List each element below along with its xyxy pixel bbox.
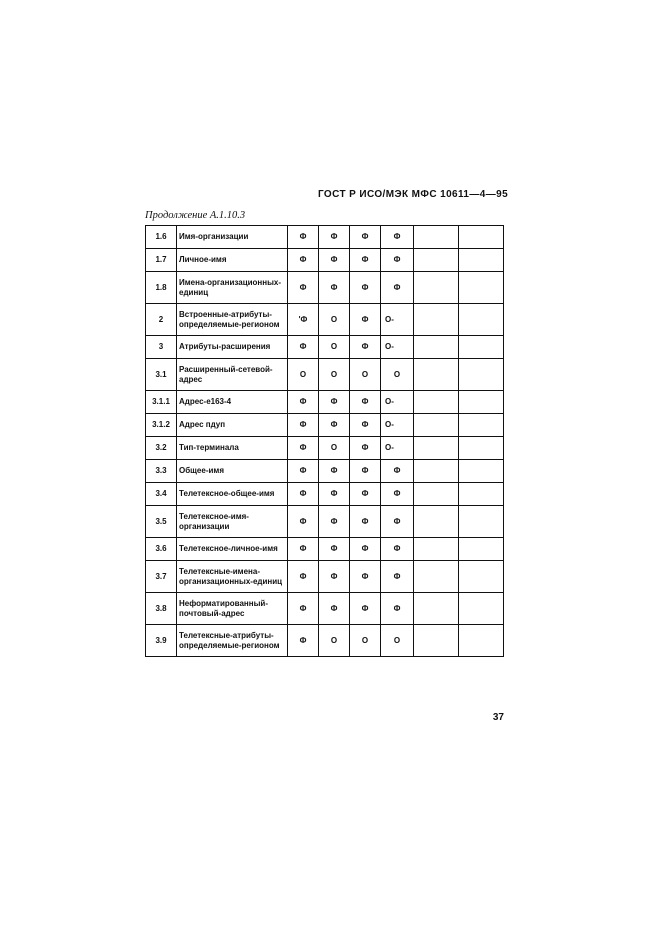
attribute-name: Встроенные-атрибуты-определяемые-регионом [177, 304, 288, 336]
attribute-name: Адрес-е163-4 [177, 391, 288, 414]
page-number: 37 [492, 712, 504, 723]
empty-cell-2 [459, 414, 504, 437]
attribute-name: Имена-организационных-единиц [177, 272, 288, 304]
status-cell-1: Ф [288, 506, 319, 538]
attribute-name: Неформатированный-почтовый-адрес [177, 593, 288, 625]
table-row [146, 460, 504, 483]
status-cell-2: Ф [319, 483, 350, 506]
table-row [146, 506, 504, 538]
status-cell-1: Ф [288, 625, 319, 657]
empty-cell-2 [459, 561, 504, 593]
status-cell-3: Ф [350, 538, 381, 561]
status-cell-2: Ф [319, 460, 350, 483]
status-cell-4: Ф [381, 272, 414, 304]
empty-cell-1 [414, 483, 459, 506]
attribute-name: Личное-имя [177, 249, 288, 272]
empty-cell-2 [459, 625, 504, 657]
empty-cell-1 [414, 460, 459, 483]
status-cell-1: Ф [288, 483, 319, 506]
empty-cell-1 [414, 391, 459, 414]
empty-cell-1 [414, 359, 459, 391]
table-row [146, 359, 504, 391]
attribute-name: Тип-терминала [177, 437, 288, 460]
status-cell-3: Ф [350, 336, 381, 359]
table-row [146, 226, 504, 249]
attribute-name: Адрес пдуп [177, 414, 288, 437]
empty-cell-1 [414, 304, 459, 336]
status-cell-4: О [381, 359, 414, 391]
attribute-name: Телетексное-имя-организации [177, 506, 288, 538]
status-cell-4: О- [381, 414, 414, 437]
row-number: 3.8 [146, 593, 177, 625]
status-cell-4: Ф [381, 460, 414, 483]
status-cell-2: О [319, 437, 350, 460]
status-cell-4: Ф [381, 538, 414, 561]
table-row [146, 249, 504, 272]
empty-cell-2 [459, 538, 504, 561]
empty-cell-1 [414, 538, 459, 561]
status-cell-4: Ф [381, 226, 414, 249]
empty-cell-2 [459, 304, 504, 336]
status-cell-2: Ф [319, 249, 350, 272]
status-cell-2: О [319, 359, 350, 391]
status-cell-3: Ф [350, 304, 381, 336]
document-header: ГОСТ Р ИСО/МЭК МФС 10611—4—95 [318, 189, 509, 200]
row-number: 3.1 [146, 359, 177, 391]
empty-cell-2 [459, 483, 504, 506]
empty-cell-1 [414, 561, 459, 593]
table-row [146, 437, 504, 460]
table-row [146, 272, 504, 304]
empty-cell-2 [459, 391, 504, 414]
status-cell-4: О- [381, 437, 414, 460]
status-cell-4: О- [381, 304, 414, 336]
empty-cell-1 [414, 506, 459, 538]
empty-cell-2 [459, 226, 504, 249]
status-cell-2: Ф [319, 538, 350, 561]
table-row [146, 336, 504, 359]
status-cell-4: О- [381, 336, 414, 359]
status-cell-4: О [381, 625, 414, 657]
empty-cell-2 [459, 437, 504, 460]
empty-cell-1 [414, 226, 459, 249]
row-number: 1.6 [146, 226, 177, 249]
status-cell-4: Ф [381, 593, 414, 625]
table-row [146, 561, 504, 593]
status-cell-3: Ф [350, 506, 381, 538]
table-continuation-label: Продолжение А.1.10.3 [145, 210, 246, 221]
row-number: 1.7 [146, 249, 177, 272]
empty-cell-2 [459, 460, 504, 483]
row-number: 2 [146, 304, 177, 336]
status-cell-1: Ф [288, 437, 319, 460]
row-number: 3.2 [146, 437, 177, 460]
status-cell-2: Ф [319, 226, 350, 249]
status-cell-4: Ф [381, 483, 414, 506]
empty-cell-1 [414, 272, 459, 304]
status-cell-3: Ф [350, 272, 381, 304]
status-cell-1: Ф [288, 249, 319, 272]
table-row [146, 304, 504, 336]
status-cell-3: О [350, 359, 381, 391]
status-cell-3: Ф [350, 249, 381, 272]
status-cell-3: О [350, 625, 381, 657]
table-row [146, 593, 504, 625]
empty-cell-2 [459, 249, 504, 272]
status-cell-4: Ф [381, 506, 414, 538]
status-cell-2: Ф [319, 414, 350, 437]
attribute-name: Телетексное-личное-имя [177, 538, 288, 561]
empty-cell-2 [459, 336, 504, 359]
attribute-name: Общее-имя [177, 460, 288, 483]
status-cell-1: Ф [288, 226, 319, 249]
empty-cell-1 [414, 593, 459, 625]
status-cell-2: О [319, 304, 350, 336]
empty-cell-2 [459, 272, 504, 304]
status-cell-2: Ф [319, 272, 350, 304]
row-number: 3.7 [146, 561, 177, 593]
attribute-name: Телетексное-общее-имя [177, 483, 288, 506]
table-row [146, 483, 504, 506]
row-number: 3.5 [146, 506, 177, 538]
empty-cell-1 [414, 336, 459, 359]
status-cell-1: О [288, 359, 319, 391]
row-number: 1.8 [146, 272, 177, 304]
status-cell-4: Ф [381, 561, 414, 593]
empty-cell-2 [459, 593, 504, 625]
status-cell-1: 'Ф [288, 304, 319, 336]
row-number: 3.4 [146, 483, 177, 506]
table-row [146, 538, 504, 561]
row-number: 3.9 [146, 625, 177, 657]
empty-cell-1 [414, 249, 459, 272]
status-cell-3: Ф [350, 460, 381, 483]
status-cell-3: Ф [350, 561, 381, 593]
status-cell-1: Ф [288, 272, 319, 304]
status-cell-2: Ф [319, 391, 350, 414]
row-number: 3.6 [146, 538, 177, 561]
table-row [146, 391, 504, 414]
row-number: 3.3 [146, 460, 177, 483]
attribute-name: Расширенный-сетевой-адрес [177, 359, 288, 391]
empty-cell-2 [459, 359, 504, 391]
row-number: 3.1.1 [146, 391, 177, 414]
status-cell-1: Ф [288, 538, 319, 561]
status-cell-2: Ф [319, 506, 350, 538]
status-cell-2: Ф [319, 561, 350, 593]
attribute-name: Телетексные-атрибуты-определяемые-регионом [177, 625, 288, 657]
status-cell-4: О- [381, 391, 414, 414]
status-cell-3: Ф [350, 593, 381, 625]
status-cell-4: Ф [381, 249, 414, 272]
status-cell-1: Ф [288, 460, 319, 483]
table-row [146, 414, 504, 437]
empty-cell-1 [414, 414, 459, 437]
status-cell-3: Ф [350, 437, 381, 460]
status-cell-2: Ф [319, 593, 350, 625]
table-row [146, 625, 504, 657]
status-cell-1: Ф [288, 593, 319, 625]
attribute-table [145, 225, 504, 657]
row-number: 3.1.2 [146, 414, 177, 437]
status-cell-1: Ф [288, 391, 319, 414]
empty-cell-1 [414, 625, 459, 657]
empty-cell-1 [414, 437, 459, 460]
status-cell-3: Ф [350, 391, 381, 414]
status-cell-1: Ф [288, 336, 319, 359]
attribute-name: Имя-организации [177, 226, 288, 249]
empty-cell-2 [459, 506, 504, 538]
status-cell-1: Ф [288, 414, 319, 437]
status-cell-3: Ф [350, 414, 381, 437]
status-cell-3: Ф [350, 226, 381, 249]
status-cell-3: Ф [350, 483, 381, 506]
status-cell-1: Ф [288, 561, 319, 593]
status-cell-2: О [319, 625, 350, 657]
attribute-name: Атрибуты-расширения [177, 336, 288, 359]
status-cell-2: О [319, 336, 350, 359]
row-number: 3 [146, 336, 177, 359]
attribute-name: Телетексные-имена-организационных-единиц [177, 561, 288, 593]
